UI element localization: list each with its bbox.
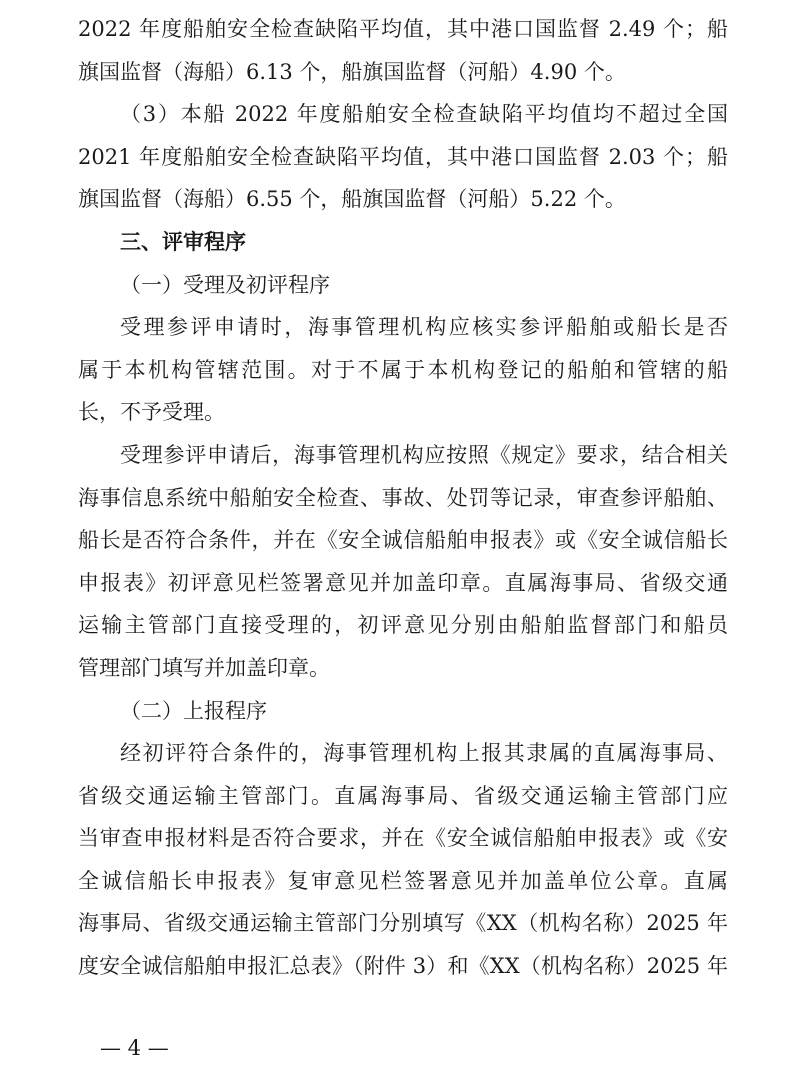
paragraph-line: 旗国监督（海船）6.55 个，船旗国监督（河船）5.22 个。: [78, 187, 626, 212]
paragraph-line: 2022 年度船舶安全检查缺陷平均值，其中港口国监督 2.49 个；船: [78, 17, 728, 41]
subsection-heading: （二）上报程序: [120, 698, 267, 723]
paragraph-line: 长，不予受理。: [78, 400, 225, 425]
paragraph-line: 2021 年度船舶安全检查缺陷平均值，其中港口国监督 2.03 个；船: [78, 144, 728, 169]
paragraph-line: （3）本船 2022 年度船舶安全检查缺陷平均值均不超过全国: [120, 102, 728, 127]
paragraph-line: 度安全诚信船舶申报汇总表》（附件 3）和《XX（机构名称）2025 年: [78, 954, 728, 979]
paragraph-line: 海事信息系统中船舶安全检查、事故、处罚等记录，审查参评船舶、: [78, 485, 728, 510]
paragraph-line: 全诚信船长申报表》复审意见栏签署意见并加盖单位公章。直属: [78, 868, 728, 893]
paragraph-line: 当审查申报材料是否符合要求，并在《安全诚信船舶申报表》或《安: [78, 826, 728, 851]
paragraph-line: 受理参评申请后，海事管理机构应按照《规定》要求，结合相关: [120, 442, 728, 467]
paragraph-line: 受理参评申请时，海事管理机构应核实参评船舶或船长是否: [120, 315, 728, 340]
paragraph-line: 省级交通运输主管部门。直属海事局、省级交通运输主管部门应: [78, 783, 728, 808]
paragraph-line: 旗国监督（海船）6.13 个，船旗国监督（河船）4.90 个。: [78, 59, 626, 84]
paragraph-line: 属于本机构管辖范围。对于不属于本机构登记的船舶和管辖的船: [78, 357, 728, 382]
paragraph-line: 经初评符合条件的，海事管理机构上报其隶属的直属海事局、: [120, 741, 728, 766]
paragraph-line: 运输主管部门直接受理的，初评意见分别由船舶监督部门和船员: [78, 613, 728, 638]
paragraph-line: 管理部门填写并加盖印章。: [78, 655, 330, 680]
subsection-heading: （一）受理及初评程序: [120, 272, 330, 297]
paragraph-line: 申报表》初评意见栏签署意见并加盖印章。直属海事局、省级交通: [78, 570, 728, 595]
paragraph-line: 船长是否符合条件，并在《安全诚信船舶申报表》或《安全诚信船长: [78, 528, 728, 553]
section-heading: 三、评审程序: [120, 229, 246, 254]
paragraph-line: 海事局、省级交通运输主管部门分别填写《XX（机构名称）2025 年: [78, 911, 728, 936]
page-number: — 4 —: [100, 1036, 169, 1060]
document-body: [78, 8, 728, 988]
